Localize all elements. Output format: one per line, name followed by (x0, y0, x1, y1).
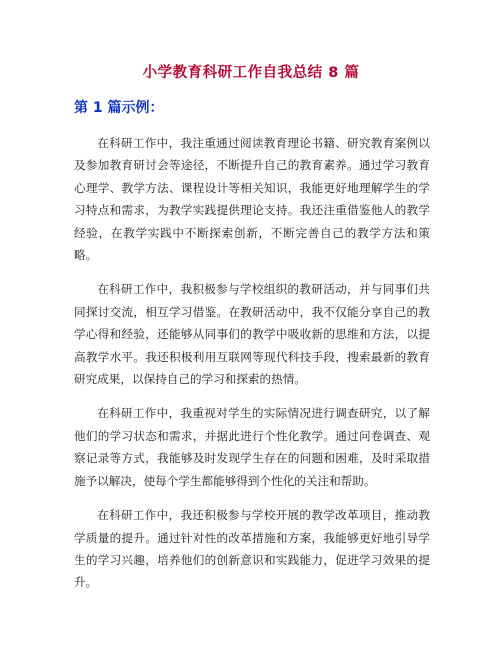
body-paragraph: 在科研工作中，我注重通过阅读教育理论书籍、研究教育案例以及参加教育研讨会等途径，不断提升自己的教育素养。通过学习教育心理学、教学方法、课程设计等相关知识，我能更好地理解学生的学习特点和需求，为教学实践提供理论支持。我还注重借鉴他人的教学经验，在教学实践中不断探索创新，不断完善自己的教学方法和策略。 (74, 136, 430, 263)
document-title: 小学教育科研工作自我总结 8 篇 (142, 65, 360, 81)
body-paragraph: 在科研工作中，我重视对学生的实际情况进行调查研究，以了解他们的学习状态和需求，并据此进行个性化教学。通过问卷调查、观察记录等方式，我能够及时发现学生存在的问题和困难，及时采取措施予以解决，使每个学生都能够得到个性化的关注和帮助。 (74, 406, 430, 488)
section-heading: 第 1 篇示例： (74, 100, 164, 116)
body-paragraph: 在科研工作中，我还积极参与学校开展的教学改革项目，推动教学质量的提升。通过针对性的改革措施和方案，我能够更好地引导学生的学习兴趣，培养他们的创新意识和实践能力，促进学习效果的提升。 (74, 508, 430, 590)
body-paragraph: 在科研工作中，我积极参与学校组织的教研活动，并与同事们共同探讨交流，相互学习借鉴。在教研活动中，我不仅能分享自己的教学心得和经验，还能够从同事们的教学中吸收新的思维和方法，以提高教学水平。我还积极利用互联网等现代科技手段，搜索最新的教育研究成果，以保持自己的学习和探索的热情。 (74, 282, 430, 387)
document-body (74, 132, 430, 606)
